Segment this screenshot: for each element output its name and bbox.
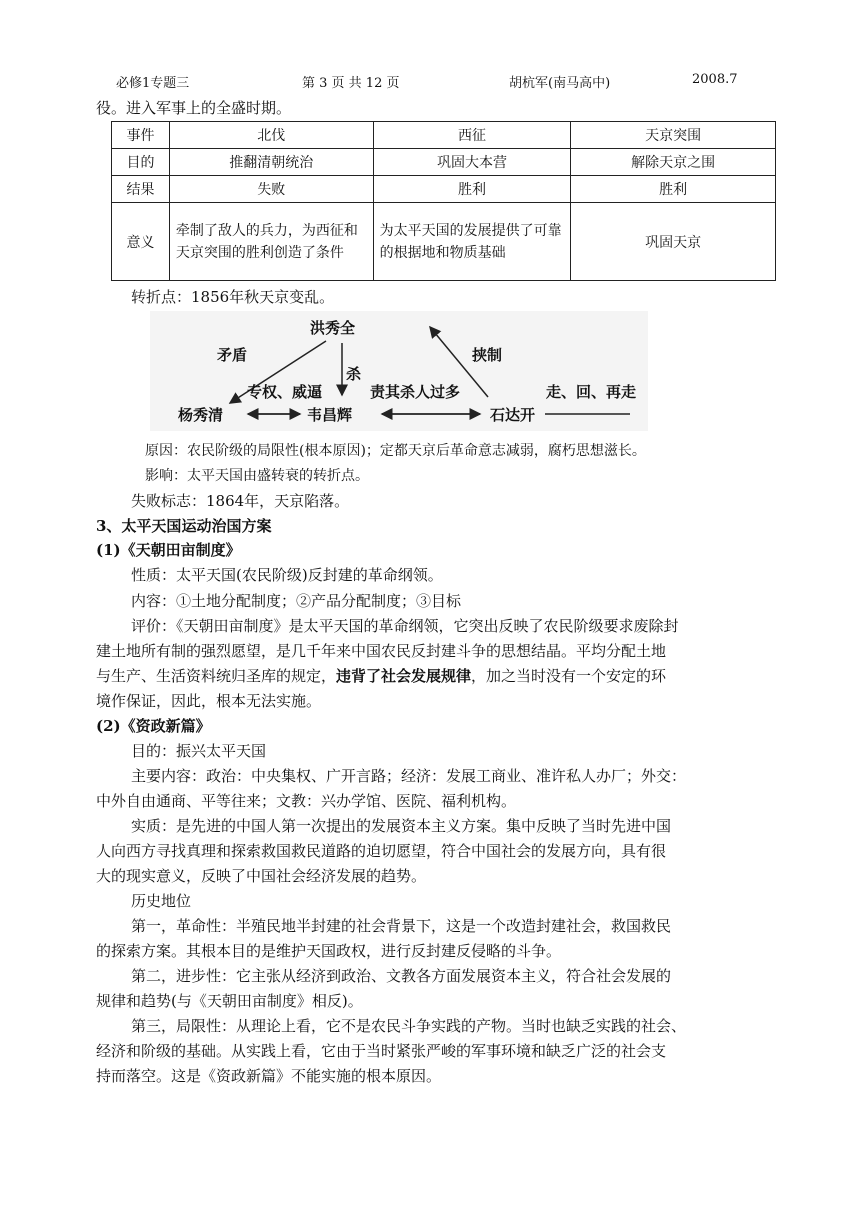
table-cell: 失败 <box>169 176 373 203</box>
table-cell: 解除天京之围 <box>571 149 776 176</box>
second-line2: 规律和趋势(与《天朝田亩制度》相反)。 <box>96 992 363 1010</box>
diagram-blame-label: 责其杀人过多 <box>370 383 461 401</box>
intro-line: 役。进入军事上的全盛时期。 <box>96 99 292 117</box>
table-cell: 巩固大本营 <box>373 149 571 176</box>
header-course: 必修1专题三 <box>116 76 190 91</box>
table-cell: 意义 <box>112 203 170 281</box>
sub2-title: (2)《资政新篇》 <box>96 717 211 735</box>
third-line2: 经济和阶级的基础。从实践上看，它由于当时紧张严峻的军事环境和缺乏广泛的社会支 <box>96 1042 667 1060</box>
diagram-walk-label: 走、回、再走 <box>546 383 637 401</box>
diagram-contradiction-label: 矛盾 <box>217 346 248 364</box>
sub1-eval-part: ，加之当时没有一个安定的环 <box>471 667 667 685</box>
table-cell: 胜利 <box>571 176 776 203</box>
table-cell: 天京突围 <box>571 122 776 149</box>
third-line1: 第三，局限性：从理论上看，它不是农民斗争实践的产物。当时也缺乏实践的社会、 <box>131 1017 687 1035</box>
section3-title: 3、太平天国运动治国方案 <box>96 517 272 535</box>
diagram-kill-label: 杀 <box>346 365 362 383</box>
sub2-essence-line3: 大的现实意义，反映了中国社会经济发展的趋势。 <box>96 867 427 885</box>
diagram-center-label: 韦昌辉 <box>307 406 353 424</box>
table-cell: 推翻清朝统治 <box>169 149 373 176</box>
diagram-right-label: 石达开 <box>490 406 536 424</box>
table-cell: 结果 <box>112 176 170 203</box>
table-row <box>112 176 776 203</box>
sub1-eval-line4: 境作保证，因此，根本无法实施。 <box>96 692 322 710</box>
header-author: 胡杭军(南马高中) <box>509 76 611 91</box>
sub2-goal: 目的：振兴太平天国 <box>131 742 267 760</box>
table-row <box>112 203 776 281</box>
failure-sign: 失败标志：1864年，天京陷落。 <box>131 492 350 510</box>
first-line2: 的探索方案。其根本目的是维护天国政权，进行反封建反侵略的斗争。 <box>96 942 562 960</box>
turning-point: 转折点：1856年秋天京变乱。 <box>131 288 335 306</box>
diagram-top-label: 洪秀全 <box>310 319 356 337</box>
sub1-title: (1)《天朝田亩制度》 <box>96 541 241 559</box>
sub1-content: 内容：①土地分配制度；②产品分配制度；③目标 <box>131 592 462 610</box>
cause-text: 原因：农民阶级的局限性(根本原因)；定都天京后革命意志减弱，腐朽思想滋长。 <box>145 443 646 459</box>
third-line3: 持而落空。这是《资政新篇》不能实施的根本原因。 <box>96 1067 442 1085</box>
first-line1: 第一，革命性：半殖民地半封建的社会背景下，这是一个改造封建社会，救国救民 <box>131 917 672 935</box>
table-row <box>112 122 776 149</box>
table-cell: 西征 <box>373 122 571 149</box>
diagram-arrows <box>150 311 648 431</box>
table-row <box>112 149 776 176</box>
sub1-eval-line1: 评价：《天朝田亩制度》是太平天国的革命纲领，它突出反映了农民阶级要求废除封 <box>131 617 679 635</box>
sub1-eval-line3 <box>96 664 776 688</box>
tianjing-incident-diagram <box>150 311 648 431</box>
sub2-main-line2: 中外自由通商、平等往来；文教：兴办学馆、医院、福利机构。 <box>96 792 517 810</box>
history-title: 历史地位 <box>131 892 192 910</box>
table-cell: 目的 <box>112 149 170 176</box>
sub2-main-line1: 主要内容：政治：中央集权、广开言路；经济：发展工商业、准许私人办厂；外交： <box>131 767 687 785</box>
campaign-table <box>111 121 776 281</box>
table-cell: 胜利 <box>373 176 571 203</box>
impact-text: 影响：太平天国由盛转衰的转折点。 <box>145 468 369 484</box>
header-date: 2008.7 <box>692 72 738 87</box>
table-cell: 为太平天国的发展提供了可靠的根据地和物质基础 <box>373 203 571 281</box>
sub1-nature: 性质：太平天国(农民阶级)反封建的革命纲领。 <box>131 566 443 584</box>
sub1-eval-emphasis: 违背了社会发展规律 <box>336 667 472 685</box>
sub1-eval-line2: 建土地所有制的强烈愿望，是几千年来中国农民反封建斗争的思想结晶。平均分配土地 <box>96 642 667 660</box>
diagram-left-label: 杨秀清 <box>178 406 224 424</box>
diagram-restrain-label: 挟制 <box>472 346 503 364</box>
sub2-essence-line1: 实质：是先进的中国人第一次提出的发展资本主义方案。集中反映了当时先进中国 <box>131 817 672 835</box>
table-cell: 北伐 <box>169 122 373 149</box>
sub1-eval-part: 与生产、生活资料统归圣库的规定， <box>96 667 337 685</box>
header-page: 第 3 页 共 12 页 <box>302 76 400 91</box>
second-line1: 第二，进步性：它主张从经济到政治、文教各方面发展资本主义，符合社会发展的 <box>131 967 672 985</box>
diagram-autocracy-label: 专权、威逼 <box>247 383 323 401</box>
table-cell: 牵制了敌人的兵力，为西征和天京突围的胜利创造了条件 <box>169 203 373 281</box>
table-cell: 巩固天京 <box>571 203 776 281</box>
table-cell: 事件 <box>112 122 170 149</box>
sub2-essence-line2: 人向西方寻找真理和探索救国救民道路的迫切愿望，符合中国社会的发展方向，具有很 <box>96 842 667 860</box>
